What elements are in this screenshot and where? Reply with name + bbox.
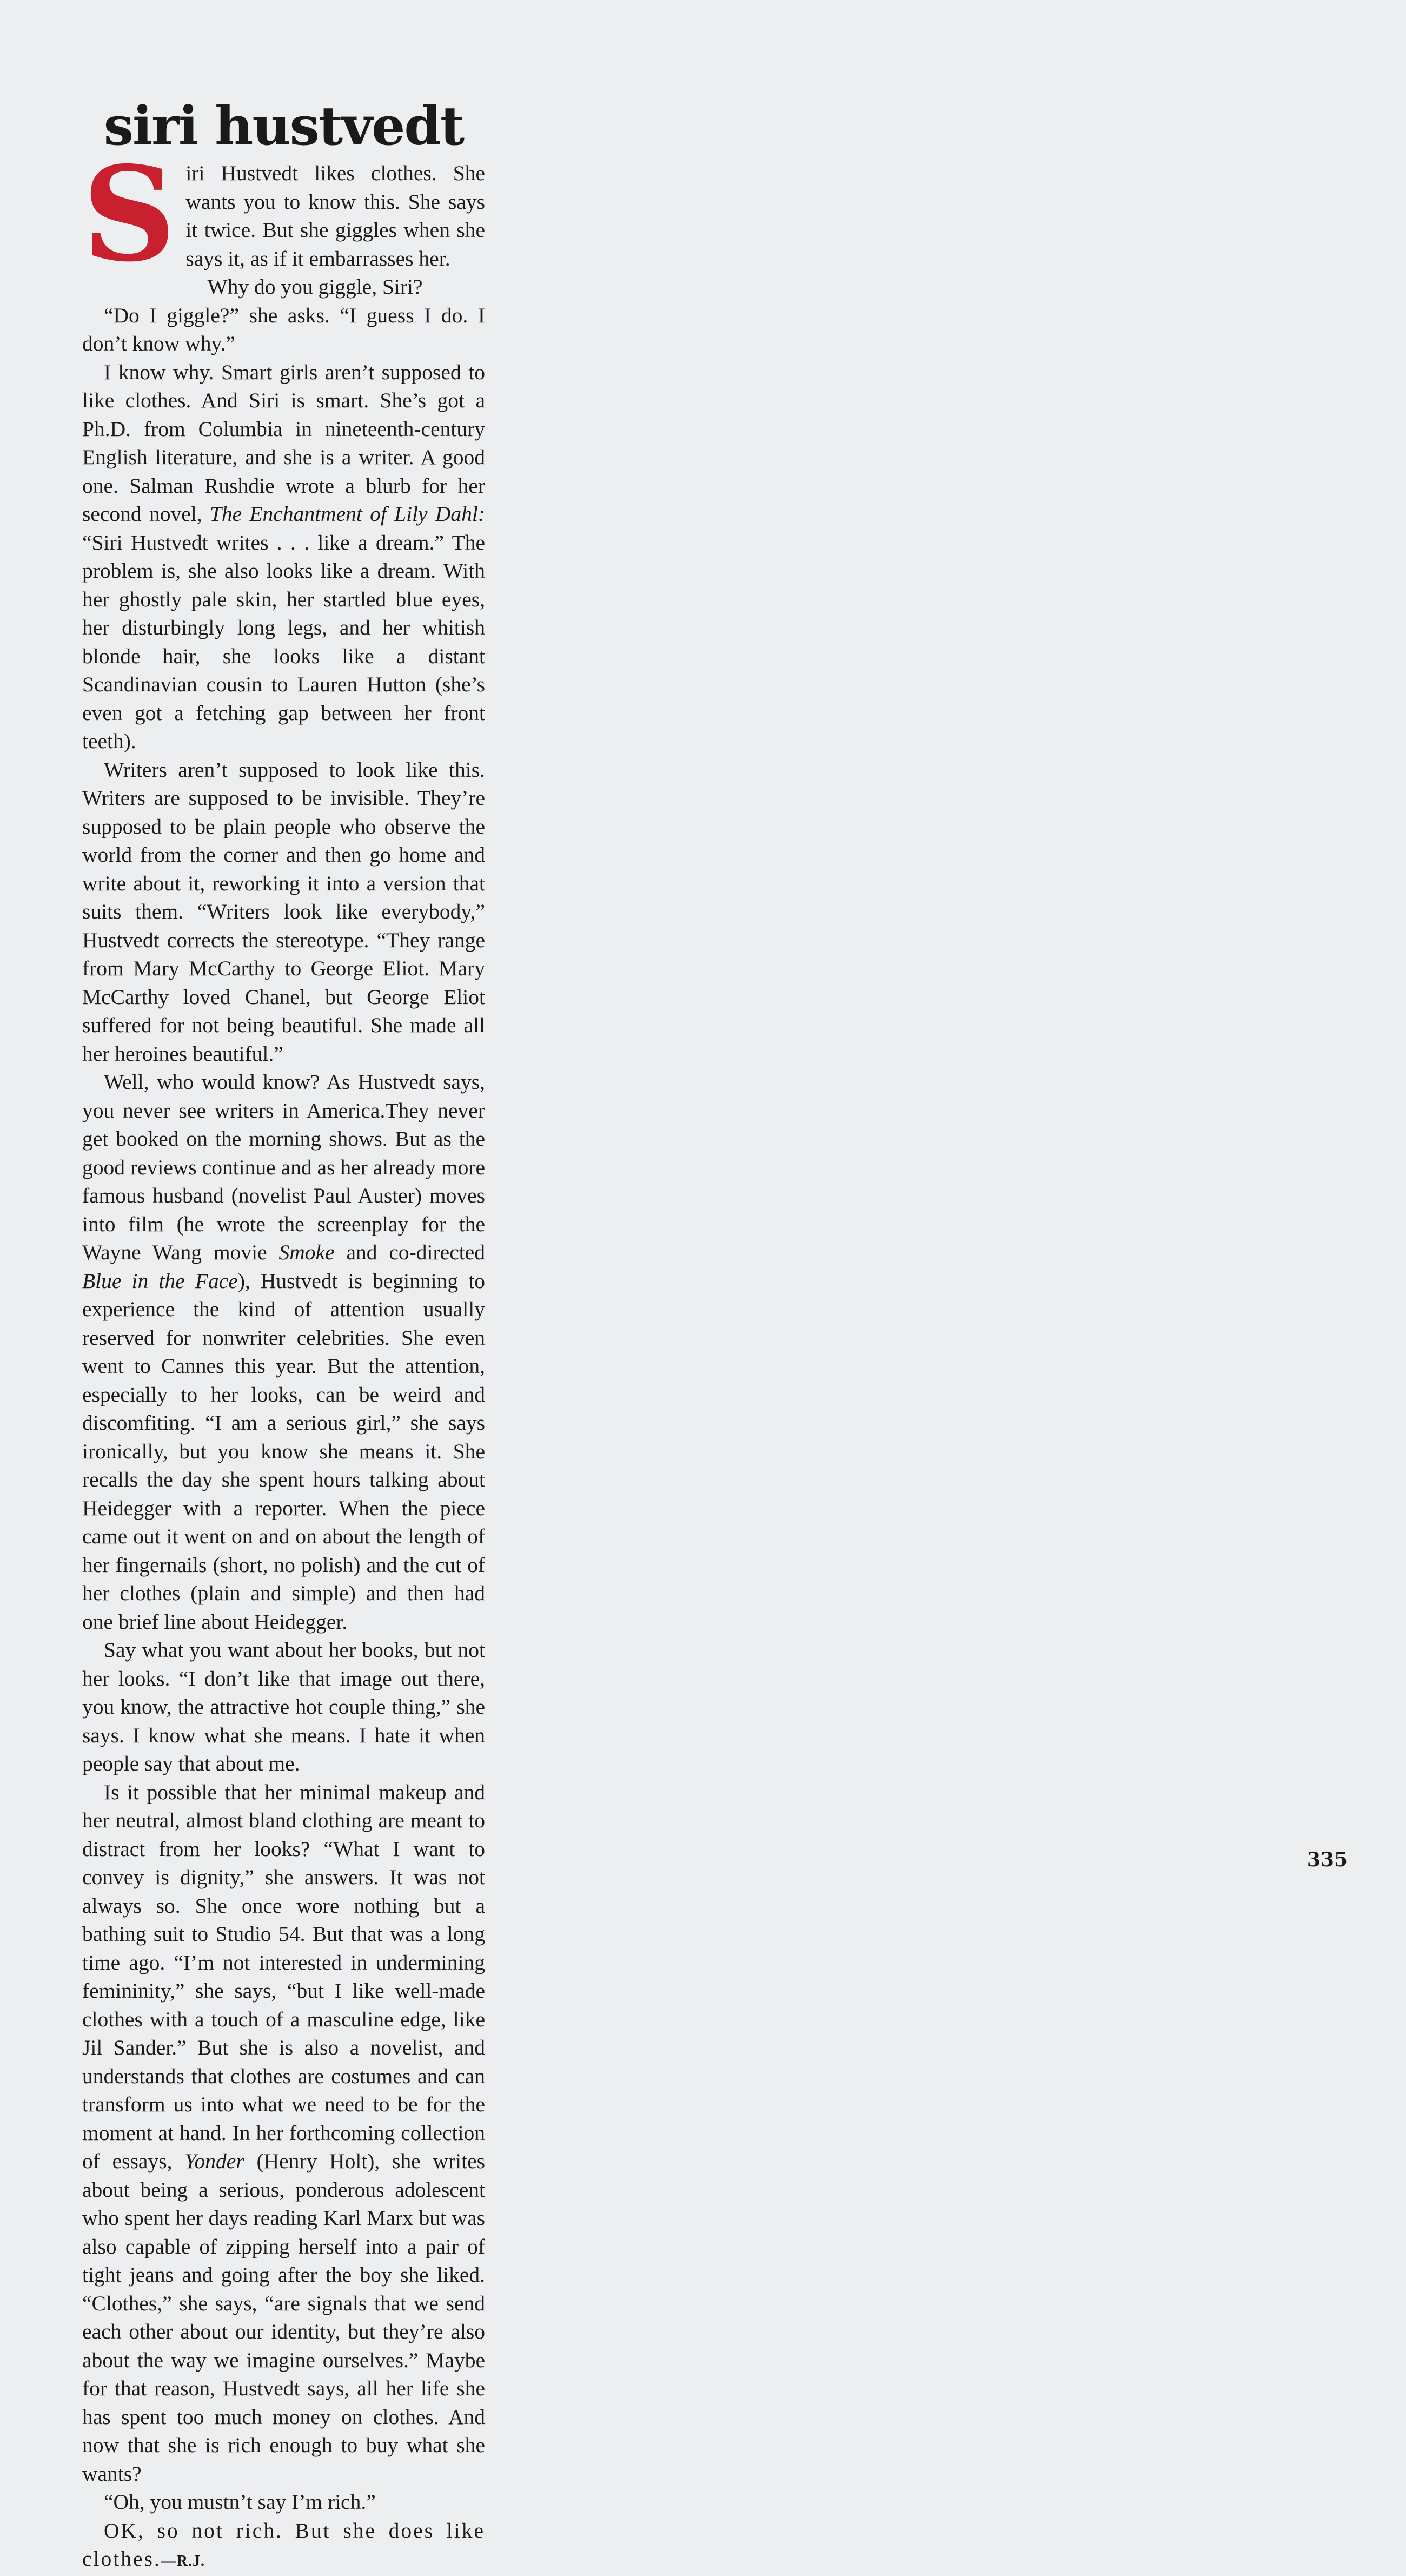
- article1-paragraph-2: Why do you giggle, Siri?: [207, 275, 423, 299]
- article1-paragraph-10: OK, so not rich. But she does like clothes.—R.J.: [82, 2518, 485, 2571]
- article1-paragraph-6: Well, who would know? As Hustvedt says, you never see writers in America.They never get booked on the morning shows. But as the good reviews continue and as her already more famous husband (novelist Paul Auster) moves into film (he wrote the screenplay for the Wayne Wang movie Smoke and co-directed Blue in the Face), Hustvedt is beginning to experience the kind of attention usually reserved for nonwriter celebrities. She even went to Cannes this year. But the attention, especially to her looks, can be weird and discomfiting. “I am a serious girl,” she says ironically, but you know she means it. She recalls the day she spent hours talking about Heidegger with a reporter. When the piece came out it went on and on about the length of her fingernails (short, no polish) and the cut of her clothes (plain and simple) and then had one brief line about Heidegger.: [82, 1070, 485, 1634]
- film-title-blue-in-the-face: Blue in the Face: [82, 1269, 238, 1293]
- article1-paragraph-8: Is it possible that her minimal makeup and her neutral, almost bland clothing are meant to distract from her looks? “What I want to convey is dignity,” she answers. It was not always so. She once wore nothing but a bathing suit to Studio 54. But that was a long time ago. “I’m not interested in undermining femininity,” she says, “but I like well-made clothes with a touch of a masculine edge, like Jil Sander.” But she is also a novelist, and understands that clothes are costumes and can transform us into what we need to be for the moment at hand. In her forthcoming collection of essays, Yonder (Henry Holt), she writes about being a serious, ponderous adolescent who spent her days reading Karl Marx but was also capable of zipping herself into a pair of tight jeans and going after the boy she liked. “Clothes,” she says, “are signals that we send each other about our identity, but they’re also about the way we imagine ourselves.” Maybe for that reason, Hustvedt says, all her life she has spent too much money on clothes. And now that she is rich enough to buy what she wants?: [82, 1780, 485, 2486]
- article1-paragraph-5: Writers aren’t supposed to look like this. Writers are supposed to be invisible. They’re supposed to be plain people who observe the world from the corner and then go home and write about it, reworking it into a version that suits them. “Writers look like everybody,” Hustvedt corrects the stereotype. “They range from Mary McCarthy to George Eliot. Mary McCarthy loved Chanel, but George Eliot suffered for not being beautiful. She made all her heroines beautiful.”: [82, 757, 485, 1066]
- film-title-smoke: Smoke: [278, 1240, 335, 1264]
- page-number: 335: [1306, 1848, 1348, 1871]
- article1-paragraph-3: “Do I giggle?” she asks. “I guess I do. I don’t know why.”: [82, 303, 485, 355]
- article1-paragraph-9: “Oh, you mustn’t say I’m rich.”: [104, 2490, 376, 2514]
- article1-paragraph-4: I know why. Smart girls aren’t supposed to like clothes. And Siri is smart. She’s got a Ph.D. from Columbia in nineteenth-century English literature, and she is a writer. A good one. Salman Rushdie wrote a blurb for her second novel, The Enchantment of Lily Dahl: “Siri Hustvedt writes . . . like a dream.” The problem is, she also looks like a dream. With her ghostly pale skin, her startled blue eyes, her disturbingly long legs, and her whitish blonde hair, she looks like a distant Scandinavian cousin to Lauren Hutton (she’s even got a fetching gap between her front teeth).: [82, 360, 485, 753]
- book-title-yonder: Yonder: [184, 2149, 244, 2173]
- article-title-siri-hustvedt: siri hustvedt: [103, 95, 464, 157]
- article1-paragraph-7: Say what you want about her books, but not her looks. “I don’t like that image out there, you know, the attractive hot couple thing,” she says. I know what she means. I hate it when people say that about me.: [82, 1638, 485, 1775]
- column-1: [82, 95, 485, 2576]
- book-title-enchantment: The Enchantment of Lily Dahl:: [209, 502, 485, 526]
- article1-paragraph-1: Siri Hustvedt likes clothes. She wants you to know this. She says it twice. But she giggles when she says it, as if it embarrasses her.: [82, 138, 485, 290]
- drop-cap-s: S: [82, 138, 176, 290]
- author-signature: —R.J.: [161, 2553, 205, 2570]
